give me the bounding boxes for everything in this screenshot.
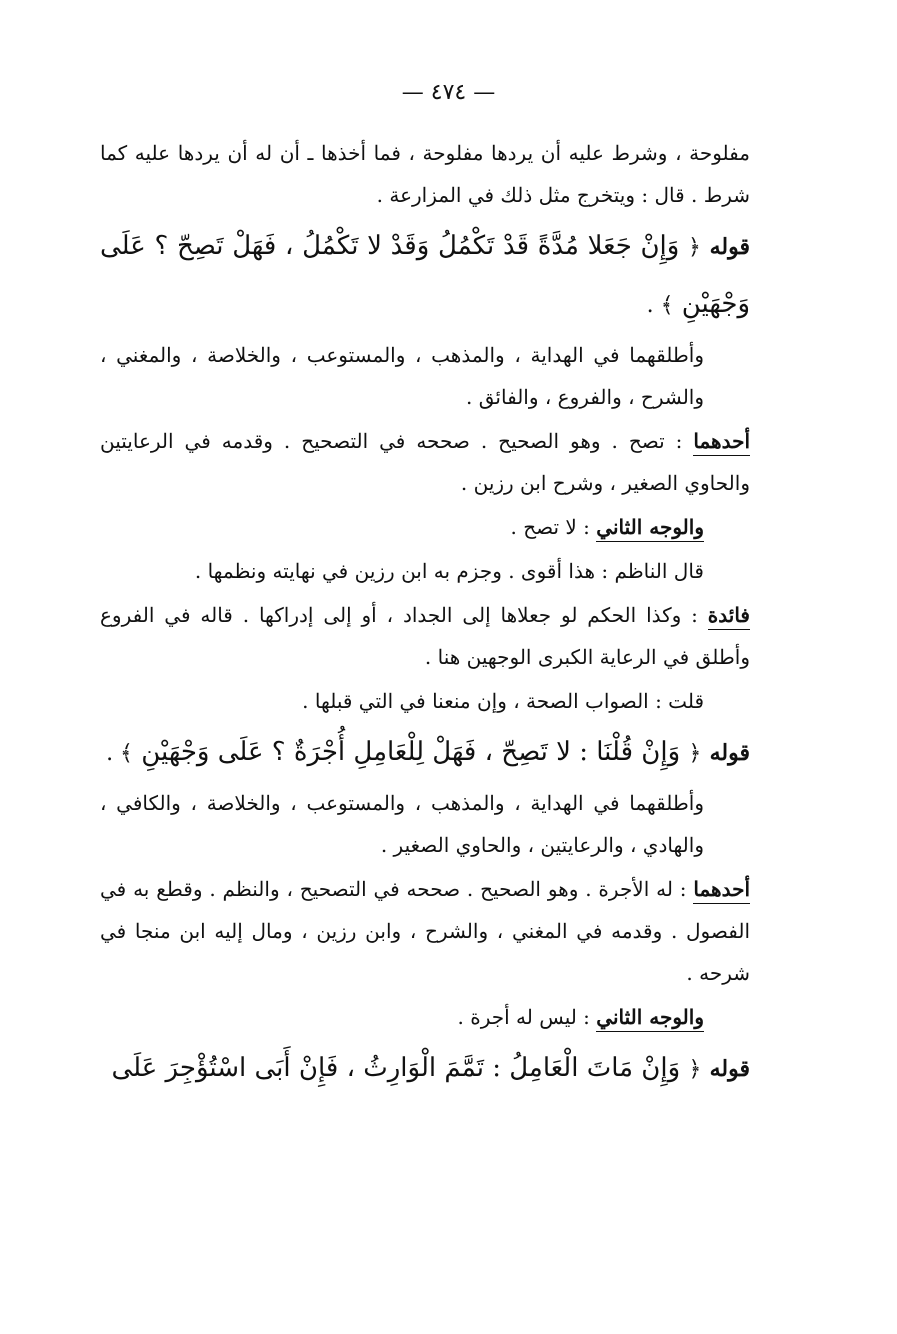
paragraph-lead: والوجه الثاني bbox=[596, 1005, 704, 1032]
open-bracket: ﴿ bbox=[688, 1057, 702, 1082]
paragraph-body: : له الأجرة . وهو الصحيح . صححه في التصحيح ، والنظم . وقطع به في الفصول . وقدمه في المغني ، والشرح ، وابن رزين ، ومال إليه ابن منجا في شرحه . bbox=[100, 877, 750, 985]
matn-quote bbox=[100, 724, 750, 782]
close-bracket: ﴾ . bbox=[646, 293, 674, 318]
open-bracket: ﴿ bbox=[688, 235, 701, 260]
paragraph-lead: أحدهما bbox=[693, 429, 750, 456]
paragraph bbox=[100, 996, 750, 1038]
paragraph bbox=[100, 594, 750, 678]
quote-lead: قوله bbox=[709, 1056, 750, 1082]
paragraph bbox=[100, 868, 750, 994]
close-bracket: ﴾ . bbox=[106, 741, 133, 766]
quote-body: وَإِنْ مَاتَ الْعَامِلُ : تَمَّمَ الْوَارِثُ ، فَإِنْ أَبَى اسْتُؤْجِرَ عَلَى bbox=[111, 1053, 681, 1083]
quote-body: وَإِنْ قُلْنَا : لا تَصِحّ ، فَهَلْ لِلْعَامِلِ أُجْرَةٌ ؟ عَلَى وَجْهَيْنِ bbox=[141, 737, 681, 767]
paragraph: وأطلقهما في الهداية ، والمذهب ، والمستوعب ، والخلاصة ، والكافي ، والهادي ، والرعايتين ، والحاوي الصغير . bbox=[100, 791, 704, 857]
page-number: — ٤٧٤ — bbox=[401, 80, 496, 105]
quote-lead: قوله bbox=[709, 740, 750, 766]
quote-lead: قوله bbox=[709, 234, 751, 260]
paragraph bbox=[100, 506, 750, 548]
matn-quote bbox=[100, 1040, 750, 1098]
paragraph: وأطلقهما في الهداية ، والمذهب ، والمستوعب ، والخلاصة ، والمغني ، والشرح ، والفروع ، والفائق . bbox=[100, 343, 704, 409]
paragraph-lead: أحدهما bbox=[693, 877, 750, 904]
paragraph bbox=[100, 420, 750, 504]
paragraph-lead: فائدة bbox=[708, 603, 750, 630]
paragraph: مفلوحة ، وشرط عليه أن يردها مفلوحة ، فما أخذها ـ أن له أن يردها عليه كما شرط . قال : ويتخرج مثل ذلك في المزارعة . bbox=[100, 141, 750, 207]
paragraph: قلت : الصواب الصحة ، وإن منعنا في التي قبلها . bbox=[302, 689, 704, 713]
paragraph-body: : ليس له أجرة . bbox=[457, 1005, 590, 1029]
paragraph-lead: والوجه الثاني bbox=[596, 515, 704, 542]
matn-quote bbox=[100, 218, 750, 334]
paragraph-body: : وكذا الحكم لو جعلاها إلى الجداد ، أو إلى إدراكها . قاله في الفروع وأطلق في الرعاية الكبرى الوجهين هنا . bbox=[100, 603, 750, 669]
body-text bbox=[100, 132, 750, 1098]
paragraph-body: : تصح . وهو الصحيح . صححه في التصحيح . وقدمه في الرعايتين والحاوي الصغير ، وشرح ابن رزين . bbox=[100, 429, 750, 495]
paragraph-body: : لا تصح . bbox=[510, 515, 590, 539]
open-bracket: ﴿ bbox=[688, 741, 702, 766]
quote-body: وَإِنْ جَعَلا مُدَّةً قَدْ تَكْمُلُ وَقَدْ لا تَكْمُلُ ، فَهَلْ تَصِحّ ؟ عَلَى وَجْهَيْنِ bbox=[100, 231, 750, 319]
paragraph: قال الناظم : هذا أقوى . وجزم به ابن رزين في نهايته ونظمها . bbox=[194, 559, 704, 583]
